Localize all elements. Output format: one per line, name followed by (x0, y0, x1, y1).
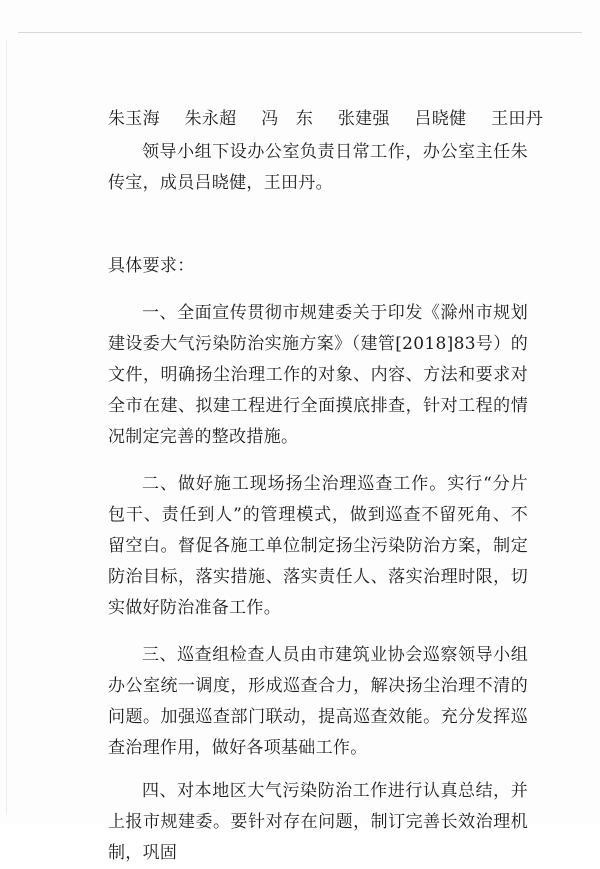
member-name: 张建强 (337, 109, 390, 129)
member-names-line (108, 104, 544, 135)
requirement-item-1: 一、全面宣传贯彻市规建委关于印发《滁州市规划建设委大气污染防治实施方案》（建管[2018]83号）的文件，明确扬尘治理工作的对象、内容、方法和要求对全市在建、拟建工程进行全面摸底排查，针对工程的情况制定完善的整改措施。 (108, 303, 528, 447)
requirement-item-2: 二、做好施工现场扬尘治理巡查工作。实行“分片包干、责任到人”的管理模式，做到巡查不留死角、不留空白。督促各施工单位制定扬尘污染防治方案，制定防治目标，落实措施、落实责任人、落实治理时限，切实做好防治准备工作。 (108, 474, 528, 618)
office-paragraph: 领导小组下设办公室负责日常工作，办公室主任朱传宝，成员吕晓健，王田丹。 (108, 142, 528, 193)
member-name: 冯 东 (261, 109, 314, 129)
document-body (108, 104, 544, 869)
member-name: 王田丹 (491, 109, 544, 129)
member-name: 朱玉海 (108, 109, 160, 129)
requirement-item-4: 四、对本地区大气污染防治工作进行认真总结，并上报市规建委。要针对存在问题，制订完善长效治理机制，巩固 (108, 781, 528, 863)
member-name: 吕晓健 (414, 109, 467, 129)
member-name: 朱永超 (184, 109, 237, 129)
requirements-heading: 具体要求： (108, 256, 195, 276)
page-top-border (18, 32, 582, 33)
requirement-item-3: 三、巡查组检查人员由市建筑业协会巡察领导小组办公室统一调度，形成巡查合力，解决扬尘治理不清的问题。加强巡查部门联动，提高巡查效能。充分发挥巡查治理作用，做好各项基础工作。 (108, 645, 528, 758)
page-left-edge (6, 40, 7, 815)
